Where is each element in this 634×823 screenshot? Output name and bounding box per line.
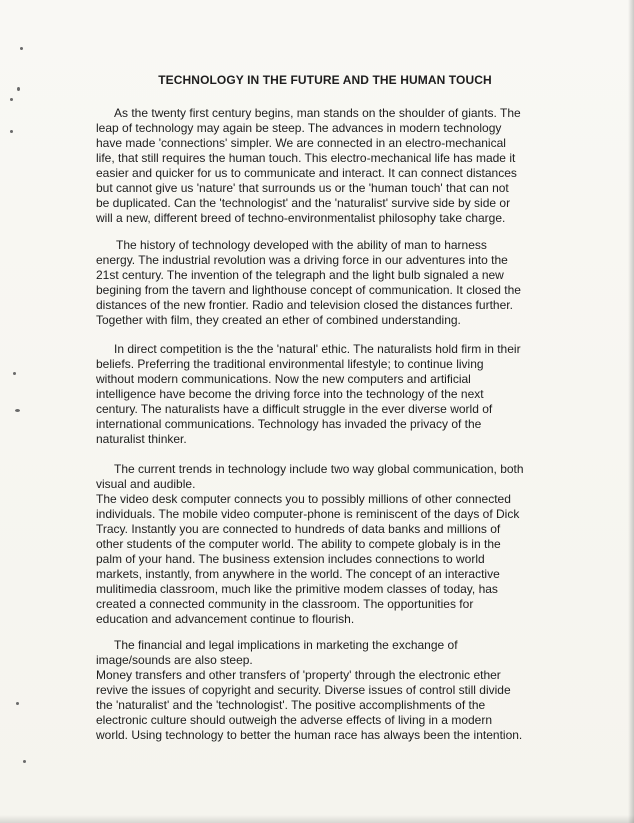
text-line: 21st century. The invention of the telegraph and the light bulb signaled a new <box>96 268 504 282</box>
document-title: TECHNOLOGY IN THE FUTURE AND THE HUMAN TOUCH <box>158 73 492 87</box>
text-line: century. The naturalists have a difficult struggle in the ever diverse world of <box>96 402 493 416</box>
text-line: be duplicated. Can the 'technologist' and the 'naturalist' survive side by side or <box>96 196 511 210</box>
text-line: The video desk computer connects you to possibly millions of other connected <box>96 492 511 506</box>
page-edge-shadow <box>628 0 634 823</box>
text-line: life, that still requires the human touch. This electro-mechanical life has made it <box>96 151 516 165</box>
text-line: Tracy. Instantly you are connected to hundreds of data banks and millions of <box>96 522 501 536</box>
margin-speck <box>10 98 13 101</box>
text-line: distances of the new frontier. Radio and television closed the distances further. <box>96 298 513 312</box>
text-line: In direct competition is the the 'natural' ethic. The naturalists hold firm in their <box>114 342 521 356</box>
text-line: intelligence have become the driving force into the technology of the next <box>96 387 484 401</box>
text-line: beliefs. Preferring the traditional environmental lifestyle; to continue living <box>96 357 484 371</box>
paragraph-4 <box>96 462 554 627</box>
text-line: begining from the tavern and lighthouse concept of communication. It closed the <box>96 283 521 297</box>
paragraph-5 <box>96 638 554 743</box>
text-line: world. Using technology to better the human race has always been the intention. <box>96 728 523 742</box>
text-line: will a new, different breed of techno-environmentalist philosophy take charge. <box>96 211 506 225</box>
text-line: The financial and legal implications in marketing the exchange of <box>114 638 458 652</box>
text-line: electronic culture should outweigh the adverse effects of living in a modern <box>96 713 493 727</box>
text-line: naturalist thinker. <box>96 432 187 446</box>
text-line: but cannot give us 'nature' that surrounds us or the 'human touch' that can not <box>96 181 509 195</box>
text-line: leap of technology may again be steep. The advances in modern technology <box>96 121 502 135</box>
paragraph-3 <box>96 342 554 447</box>
text-line: palm of your hand. The business extension includes connections to world <box>96 552 485 566</box>
text-line: markets, instantly, from anywhere in the world. The concept of an interactive <box>96 567 500 581</box>
text-line: the 'naturalist' and the 'technologist'. The positive accomplishments of the <box>96 698 486 712</box>
text-line: revive the issues of copyright and security. Diverse issues of control still divide <box>96 683 511 697</box>
text-line: international communications. Technology has invaded the privacy of the <box>96 417 482 431</box>
margin-speck <box>17 87 20 91</box>
text-line: Money transfers and other transfers of 'property' through the electronic ether <box>96 668 501 682</box>
margin-speck <box>10 130 13 133</box>
page-bottom-shadow <box>0 815 634 823</box>
margin-speck <box>23 760 26 763</box>
text-line: image/sounds are also steep. <box>96 653 253 667</box>
text-line: The history of technology developed with the ability of man to harness <box>116 238 487 252</box>
margin-speck <box>20 47 23 50</box>
text-line: The current trends in technology include two way global communication, both <box>114 462 524 476</box>
text-line: energy. The industrial revolution was a driving force in our adventures into the <box>96 253 508 267</box>
text-line: As the twenty first century begins, man stands on the shoulder of giants. The <box>114 106 521 120</box>
margin-speck <box>13 372 16 375</box>
text-line: other students of the computer world. The ability to compete globaly is in the <box>96 537 501 551</box>
paragraph-2 <box>96 238 554 328</box>
margin-speck <box>16 702 19 705</box>
text-line: visual and audible. <box>96 477 196 491</box>
text-line: individuals. The mobile video computer-phone is reminiscent of the days of Dick <box>96 507 520 521</box>
text-line: created a connected community in the classroom. The opportunities for <box>96 597 474 611</box>
margin-speck <box>15 409 20 412</box>
text-line: have made 'connections' simpler. We are connected in an electro-mechanical <box>96 136 506 150</box>
text-line: mulitimedia classroom, much like the primitive modem classes of today, has <box>96 582 498 596</box>
paragraph-1 <box>96 106 554 226</box>
text-line: education and advancement continue to flourish. <box>96 612 355 626</box>
text-line: Together with film, they created an ether of combined understanding. <box>96 313 461 327</box>
text-line: without modern communications. Now the new computers and artificial <box>96 372 471 386</box>
text-line: easier and quicker for us to communicate and interact. It can connect distances <box>96 166 517 180</box>
